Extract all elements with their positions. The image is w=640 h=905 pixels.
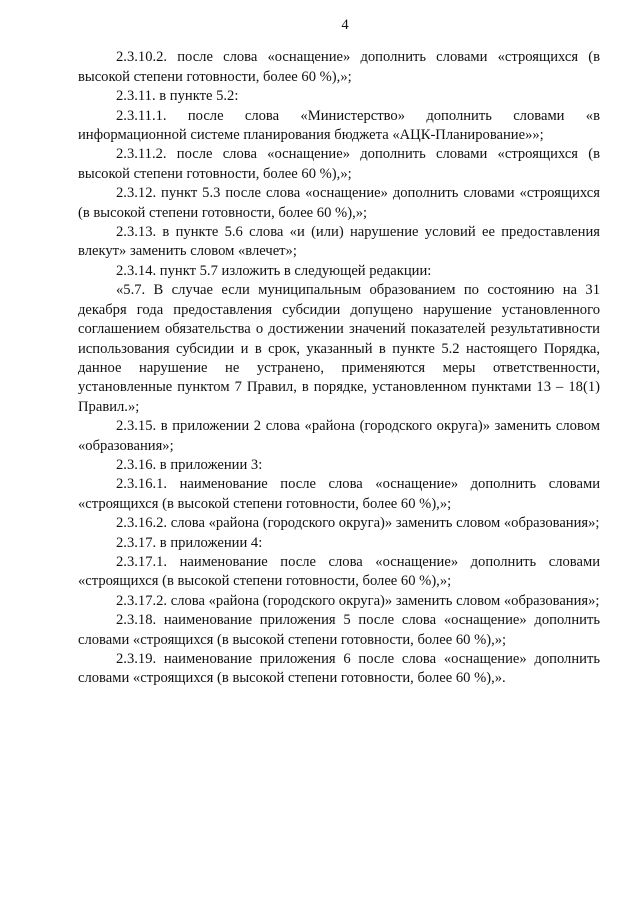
paragraph-2-3-11: 2.3.11. в пункте 5.2: (116, 88, 239, 105)
paragraph-2-3-11-1: 2.3.11.1. после слова «Министерство» дополнить словами «в информационной системе планирования бюджета «АЦК-Планирование»»; (78, 107, 600, 144)
paragraph-2-3-16-2: 2.3.16.2. слова «района (городского округа)» заменить словом «образования»; (116, 515, 600, 532)
paragraph-2-3-15: 2.3.15. в приложении 2 слова «района (городского округа)» заменить словом «образования»; (78, 418, 600, 454)
paragraph-2-3-17-1: 2.3.17.1. наименование после слова «оснащение» дополнить словами «строящихся (в высокой степени готовности, более 60 %),»; (78, 553, 600, 590)
paragraph-2-3-12: 2.3.12. пункт 5.3 после слова «оснащение» дополнить словами «строящихся (в высокой степени готовности, более 60 %),»; (78, 185, 600, 221)
paragraph-2-3-17: 2.3.17. в приложении 4: (116, 534, 263, 551)
page-number: 4 (341, 17, 349, 33)
paragraph-2-3-10-2: 2.3.10.2. после слова «оснащение» дополнить словами «строящихся (в высокой степени готовности, более 60 %),»; (78, 49, 600, 85)
paragraph-2-3-13: 2.3.13. в пункте 5.6 слова «и (или) нарушение условий ее предоставления влекут» заменить словом «влечет»; (78, 224, 600, 260)
paragraph-2-3-14: 2.3.14. пункт 5.7 изложить в следующей редакции: (116, 262, 432, 279)
paragraph-2-3-11-2: 2.3.11.2. после слова «оснащение» дополнить словами «строящихся (в высокой степени готовности, более 60 %),»; (78, 146, 600, 182)
paragraph-2-3-18: 2.3.18. наименование приложения 5 после слова «оснащение» дополнить словами «строящихся (в высокой степени готовности, более 60 %),»; (78, 612, 600, 648)
paragraph-2-3-16: 2.3.16. в приложении 3: (116, 456, 263, 473)
paragraph-2-3-19: 2.3.19. наименование приложения 6 после слова «оснащение» дополнить словами «строящихся (в высокой степени готовности, более 60 %),». (78, 651, 600, 687)
paragraph-quote-5-7: «5.7. В случае если муниципальным образованием по состоянию на 31 декабря года предоставления субсидии допущено нарушение установленного соглашением обязательства о достижении значений показателей результативности использования субсидии и в срок, указанный в пункте 5.2 настоящего Порядка, данное нарушение не устранено, применяются меры ответственности, установленные пунктом 7 Правил, в порядке, установленном пунктами 13 – 18(1) Правил.»; (78, 282, 600, 415)
paragraph-2-3-16-1: 2.3.16.1. наименование после слова «оснащение» дополнить словами «строящихся (в высокой степени готовности, более 60 %),»; (78, 476, 600, 512)
paragraph-2-3-17-2: 2.3.17.2. слова «района (городского округа)» заменить словом «образования»; (116, 592, 600, 609)
